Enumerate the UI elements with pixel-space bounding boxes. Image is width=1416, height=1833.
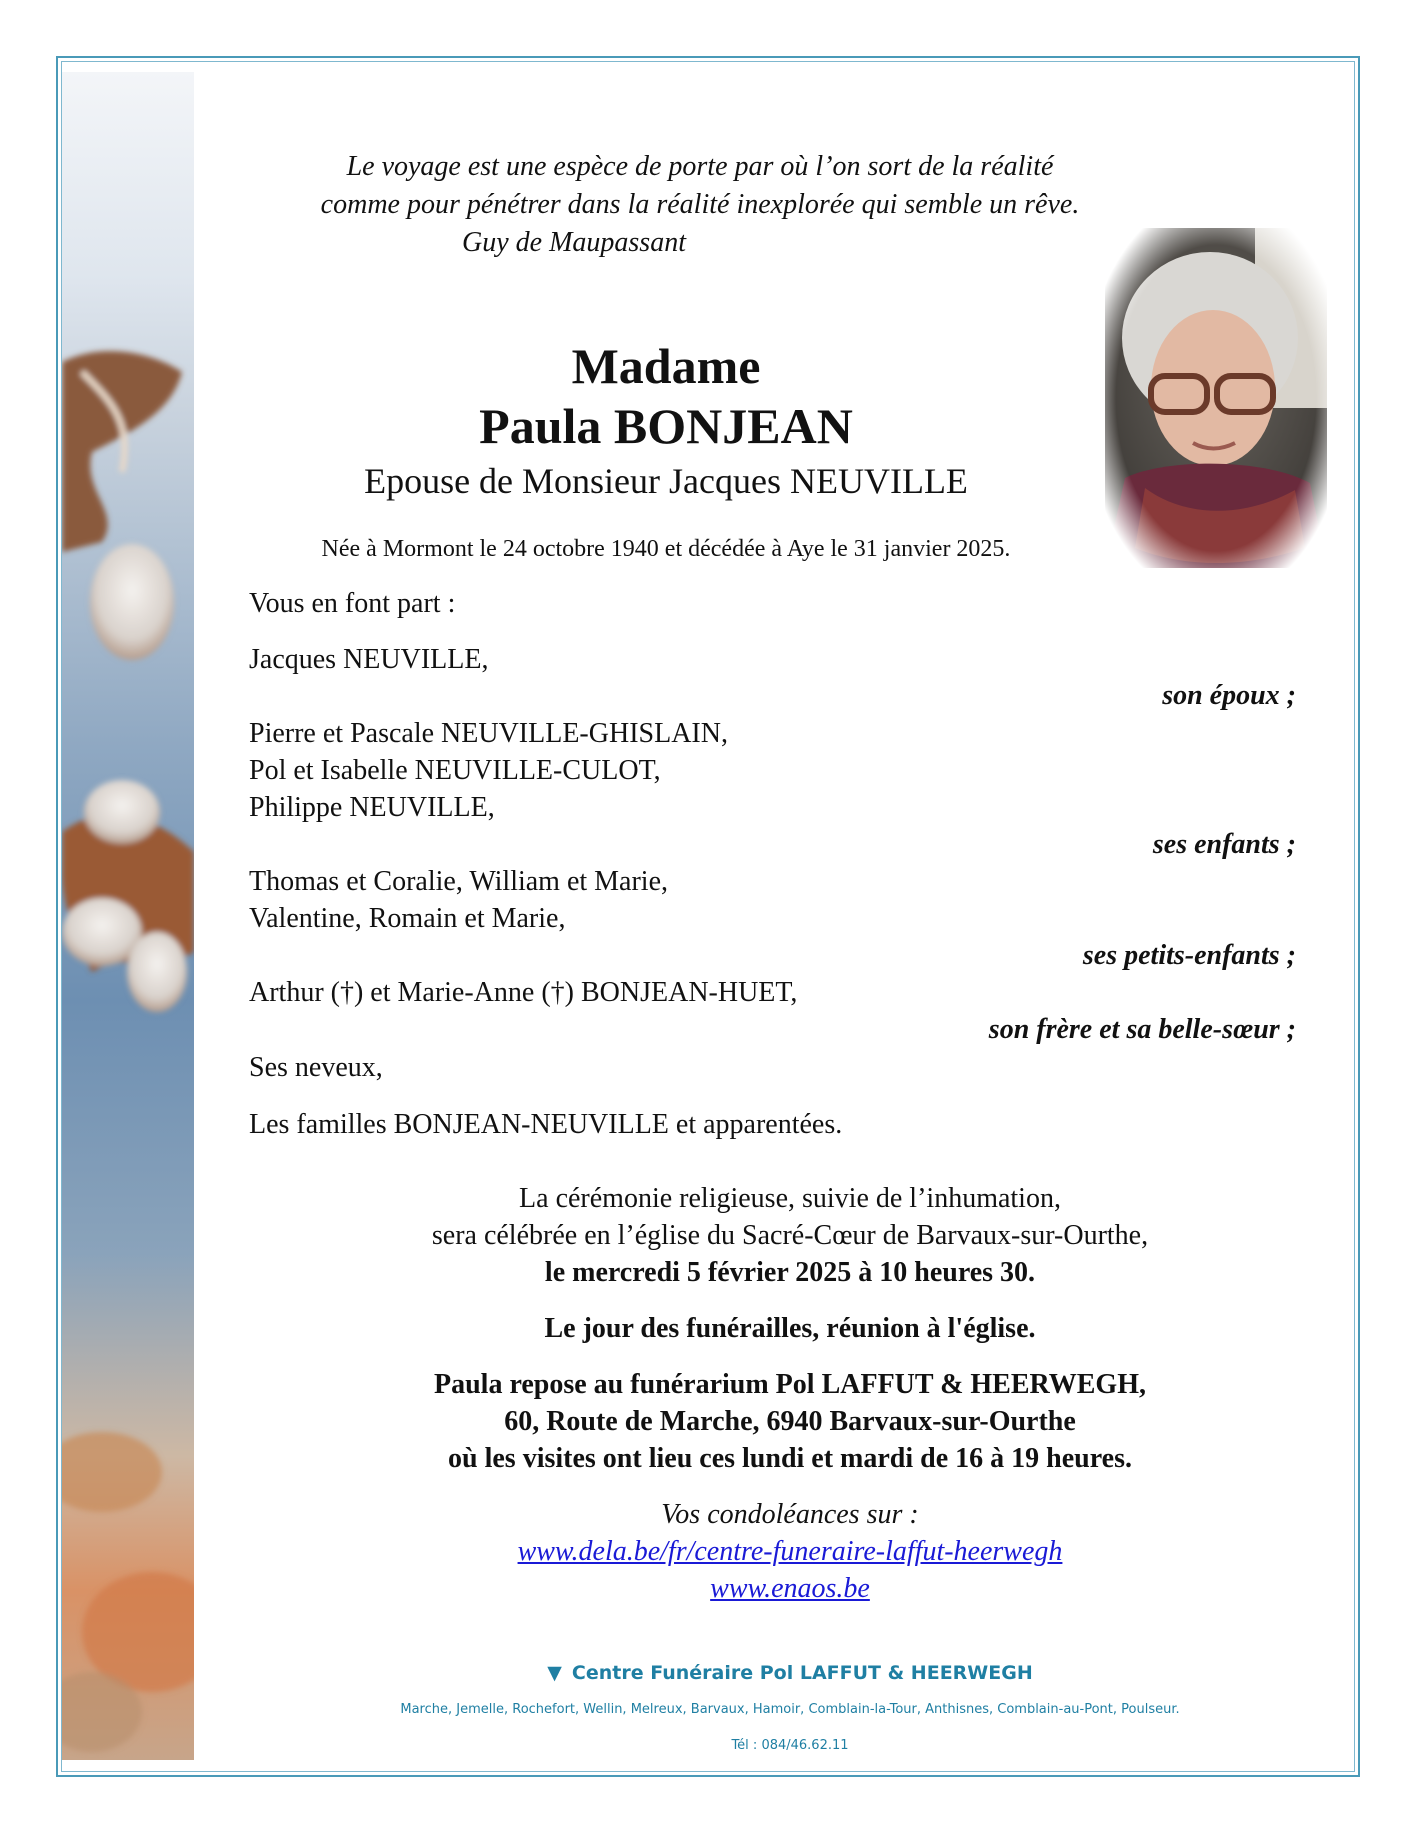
condolences-label: Vos condoléances sur :: [661, 1499, 919, 1530]
nephews: Ses neveux,: [249, 1052, 383, 1083]
condolences-link-enaos[interactable]: www.enaos.be: [710, 1573, 870, 1604]
relation-children: ses enfants ;: [1152, 829, 1296, 860]
portrait-photo: [1105, 228, 1327, 568]
grandchildren-2: Valentine, Romain et Marie,: [249, 903, 566, 934]
triangle-down-icon: ▼: [547, 1662, 562, 1684]
relation-spouse: son époux ;: [1162, 680, 1296, 711]
birth-death-dates: Née à Mormont le 24 octobre 1940 et décédée à Aye le 31 janvier 2025.: [321, 536, 1011, 562]
decorative-leaves-image: [62, 72, 194, 1760]
meeting-note: Le jour des funérailles, réunion à l'église.: [544, 1313, 1036, 1344]
child-3: Philippe NEUVILLE,: [249, 792, 495, 823]
rest-line-1: Paula repose au funérarium Pol LAFFUT & HEERWEGH,: [433, 1369, 1146, 1400]
quote-line-2: comme pour pénétrer dans la réalité inexplorée qui semble un rêve.: [320, 189, 1080, 220]
footer-company-name: Centre Funéraire Pol LAFFUT & HEERWEGH: [571, 1662, 1033, 1684]
title-madame: Madame: [571, 338, 761, 394]
spouse-line: Epouse de Monsieur Jacques NEUVILLE: [364, 461, 968, 501]
siblings: Arthur (†) et Marie-Anne (†) BONJEAN-HUET,: [249, 977, 798, 1008]
child-2: Pol et Isabelle NEUVILLE-CULOT,: [249, 755, 661, 786]
announce-line: Vous en font part :: [249, 588, 456, 619]
quote-author: Guy de Maupassant: [462, 227, 686, 258]
child-1: Pierre et Pascale NEUVILLE-GHISLAIN,: [249, 718, 728, 749]
footer-locations: Marche, Jemelle, Rochefort, Wellin, Melreux, Barvaux, Hamoir, Comblain-la-Tour, Anthisnes, Comblain-au-Pont, Poulseur.: [400, 1702, 1180, 1717]
grandchildren-1: Thomas et Coralie, William et Marie,: [249, 866, 669, 897]
ceremony-line-2: sera célébrée en l’église du Sacré-Cœur de Barvaux-sur-Ourthe,: [431, 1220, 1149, 1251]
relation-siblings: son frère et sa belle-sœur ;: [988, 1014, 1296, 1045]
families: Les familles BONJEAN-NEUVILLE et apparentées.: [249, 1109, 843, 1140]
rest-line-2: 60, Route de Marche, 6940 Barvaux-sur-Ourthe: [504, 1406, 1076, 1437]
quote-line-1: Le voyage est une espèce de porte par où l’on sort de la réalité: [346, 151, 1054, 182]
spouse-name: Jacques NEUVILLE,: [249, 644, 489, 675]
deceased-name: Paula BONJEAN: [479, 398, 853, 454]
rest-line-3: où les visites ont lieu ces lundi et mardi de 16 à 19 heures.: [448, 1443, 1132, 1474]
condolences-link-dela[interactable]: www.dela.be/fr/centre-funeraire-laffut-heerwegh: [517, 1536, 1063, 1567]
footer-phone: Tél : 084/46.62.11: [731, 1738, 849, 1753]
ceremony-line-1: La cérémonie religieuse, suivie de l’inhumation,: [519, 1183, 1061, 1214]
relation-grandchildren: ses petits-enfants ;: [1082, 940, 1296, 971]
ceremony-date: le mercredi 5 février 2025 à 10 heures 30.: [544, 1257, 1036, 1288]
footer-company: [240, 1660, 1340, 1686]
